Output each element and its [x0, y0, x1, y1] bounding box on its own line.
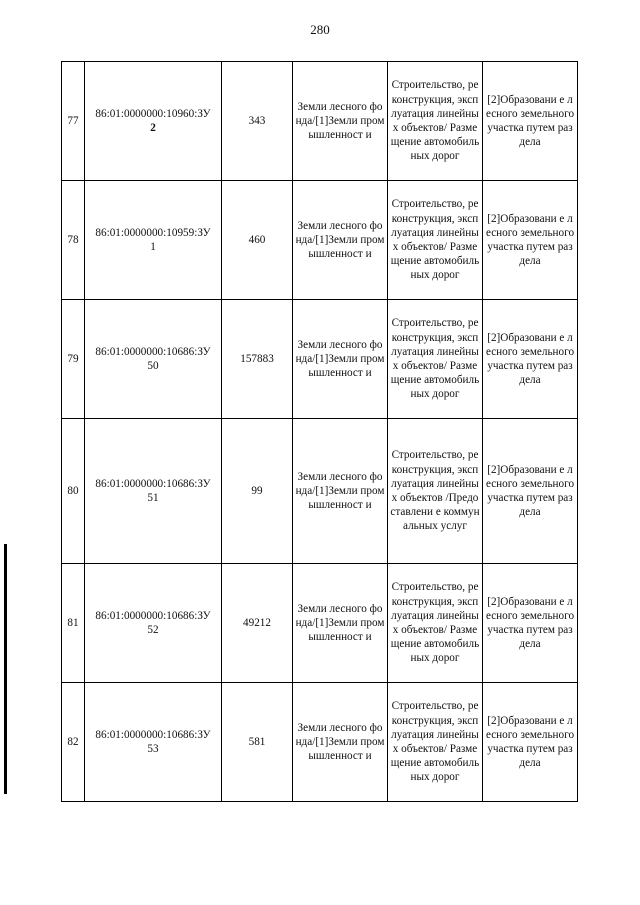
cadastral-number-cell — [85, 62, 222, 181]
area-value: 460 — [222, 181, 293, 300]
cadastral-number-suffix: 52 — [147, 624, 159, 636]
formation-method: [2]Образовани е лесного земельного участка путем раздела — [483, 300, 578, 419]
cadastral-number: 86:01:0000000:10959:ЗУ — [95, 226, 211, 239]
cadastral-number: 86:01:0000000:10686:ЗУ — [95, 477, 211, 490]
permitted-use: Строительство, реконструкция, эксплуатация линейных объектов/ Размещение автомобильных дорог — [388, 181, 483, 300]
cadastral-number: 86:01:0000000:10960:ЗУ — [95, 107, 211, 120]
row-number: 82 — [62, 683, 85, 802]
cadastral-number-suffix: 1 — [150, 241, 156, 253]
area-value: 99 — [222, 419, 293, 564]
formation-method: [2]Образовани е лесного земельного участка путем раздела — [483, 62, 578, 181]
cadastral-number: 86:01:0000000:10686:ЗУ — [95, 609, 211, 622]
permitted-use: Строительство, реконструкция, эксплуатация линейных объектов /Предоставлени е коммунальных услуг — [388, 419, 483, 564]
cadastral-number: 86:01:0000000:10686:ЗУ — [95, 345, 211, 358]
land-category: Земли лесного фонда/[1]Земли промышленност и — [293, 62, 388, 181]
table-row — [62, 419, 578, 564]
row-number: 81 — [62, 564, 85, 683]
table-row — [62, 683, 578, 802]
row-number: 80 — [62, 419, 85, 564]
land-category: Земли лесного фонда/[1]Земли промышленност и — [293, 300, 388, 419]
row-number: 78 — [62, 181, 85, 300]
table-row — [62, 62, 578, 181]
cadastral-number-suffix: 2 — [150, 122, 156, 134]
scan-margin-bar — [4, 544, 7, 794]
formation-method: [2]Образовани е лесного земельного участка путем раздела — [483, 181, 578, 300]
permitted-use: Строительство, реконструкция, эксплуатация линейных объектов/ Размещение автомобильных дорог — [388, 564, 483, 683]
table-row — [62, 181, 578, 300]
land-category: Земли лесного фонда/[1]Земли промышленност и — [293, 419, 388, 564]
permitted-use: Строительство, реконструкция, эксплуатация линейных объектов/ Размещение автомобильных дорог — [388, 683, 483, 802]
land-category: Земли лесного фонда/[1]Земли промышленност и — [293, 564, 388, 683]
cadastral-number-cell — [85, 419, 222, 564]
cadastral-number: 86:01:0000000:10686:ЗУ — [95, 728, 211, 741]
formation-method: [2]Образовани е лесного земельного участка путем раздела — [483, 564, 578, 683]
cadastral-number-cell — [85, 300, 222, 419]
table-row — [62, 300, 578, 419]
row-number: 77 — [62, 62, 85, 181]
land-category: Земли лесного фонда/[1]Земли промышленност и — [293, 683, 388, 802]
land-category: Земли лесного фонда/[1]Земли промышленност и — [293, 181, 388, 300]
land-plots-table — [61, 61, 578, 802]
cadastral-number-suffix: 51 — [147, 492, 159, 504]
page-number: 280 — [310, 22, 330, 37]
cadastral-number-cell — [85, 181, 222, 300]
formation-method: [2]Образовани е лесного земельного участка путем раздела — [483, 419, 578, 564]
cadastral-number-cell — [85, 564, 222, 683]
area-value: 49212 — [222, 564, 293, 683]
permitted-use: Строительство, реконструкция, эксплуатация линейных объектов/ Размещение автомобильных дорог — [388, 62, 483, 181]
cadastral-number-cell — [85, 683, 222, 802]
cadastral-number-suffix: 50 — [147, 360, 159, 372]
table-row — [62, 564, 578, 683]
formation-method: [2]Образовани е лесного земельного участка путем раздела — [483, 683, 578, 802]
cadastral-number-suffix: 53 — [147, 743, 159, 755]
permitted-use: Строительство, реконструкция, эксплуатация линейных объектов/ Размещение автомобильных дорог — [388, 300, 483, 419]
area-value: 157883 — [222, 300, 293, 419]
row-number: 79 — [62, 300, 85, 419]
area-value: 343 — [222, 62, 293, 181]
area-value: 581 — [222, 683, 293, 802]
